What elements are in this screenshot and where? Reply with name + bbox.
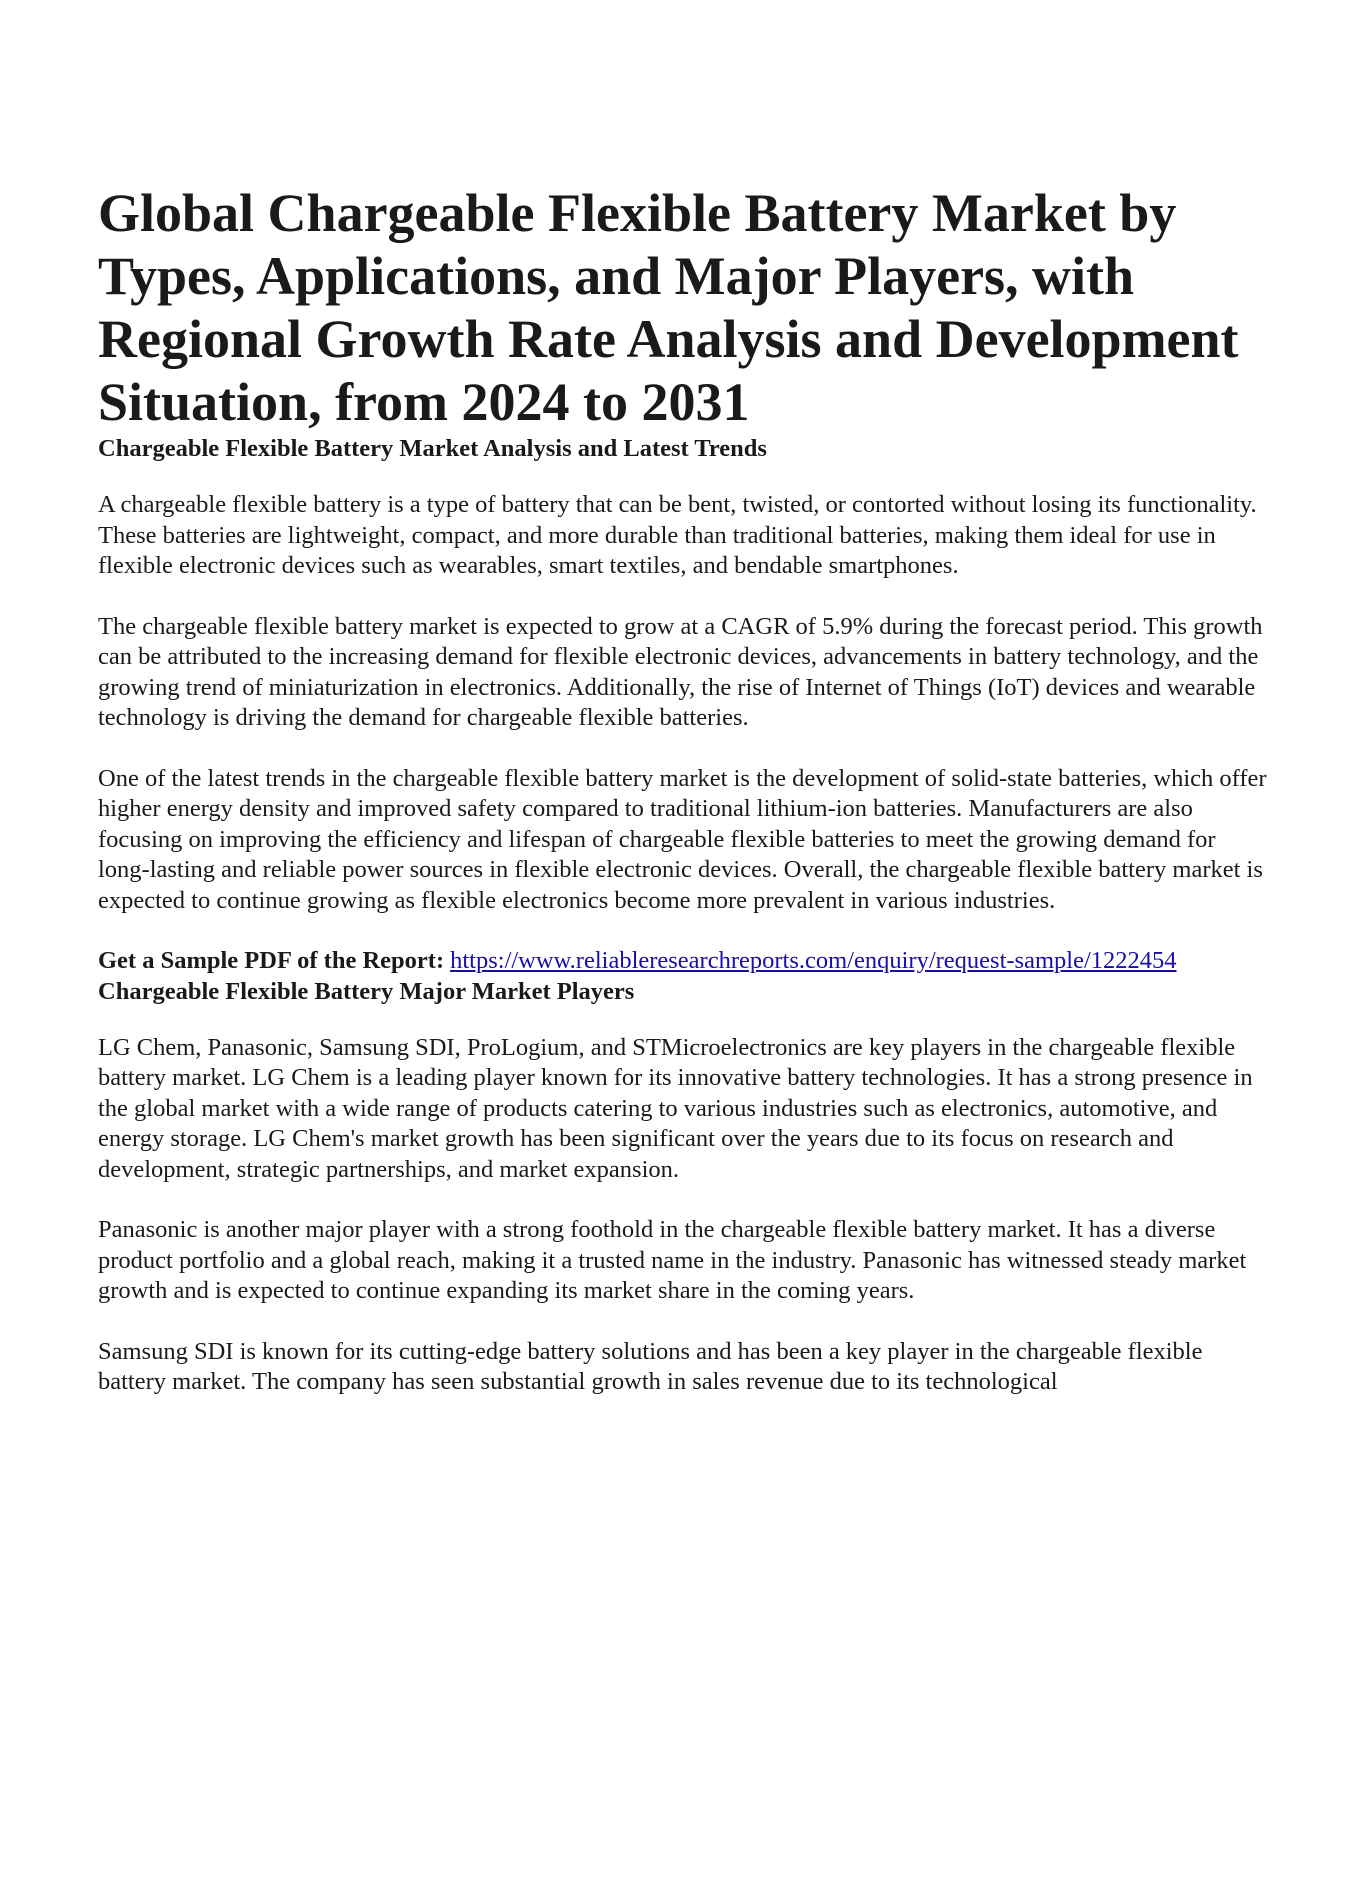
paragraph-lg-chem: LG Chem, Panasonic, Samsung SDI, ProLogium, and STMicroelectronics are key players in the chargeable flexible battery market. LG Chem is a leading player known for its innovative battery technologies. It has a strong presence in the global market with a wide range of products catering to various industries such as electronics, automotive, and energy storage. LG Chem's market growth has been significant over the years due to its focus on research and development, strategic partnerships, and market expansion.: [98, 1033, 1253, 1183]
paragraph-definition: A chargeable flexible battery is a type of battery that can be bent, twisted, or contorted without losing its functionality. These batteries are lightweight, compact, and more durable than traditional batteries, making them ideal for use in flexible electronic devices such as wearables, smart textiles, and bendable smartphones.: [98, 491, 1257, 579]
document-title: Global Chargeable Flexible Battery Market by Types, Applications, and Major Players, with Regional Growth Rate Analysis and Development Situation, from 2024 to 2031: [98, 183, 1239, 432]
paragraph-growth: The chargeable flexible battery market is expected to grow at a CAGR of 5.9% during the forecast period. This growth can be attributed to the increasing demand for flexible electronic devices, advancements in battery technology, and the growing trend of miniaturization in electronics. Additionally, the rise of Internet of Things (IoT) devices and wearable technology is driving the demand for chargeable flexible batteries.: [98, 612, 1263, 731]
paragraph-samsung-sdi: Samsung SDI is known for its cutting-edge battery solutions and has been a key player in the chargeable flexible battery market. The company has seen substantial growth in sales revenue due to its technological: [98, 1337, 1203, 1395]
paragraph-trends: One of the latest trends in the chargeable flexible battery market is the development of solid-state batteries, which offer higher energy density and improved safety compared to traditional lithium-ion batteries. Manufacturers are also focusing on improving the efficiency and lifespan of chargeable flexible batteries to meet the growing demand for long-lasting and reliable power sources in flexible electronic devices. Overall, the chargeable flexible battery market is expected to continue growing as flexible electronics become more prevalent in various industries.: [98, 764, 1267, 914]
section-heading-market-analysis: Chargeable Flexible Battery Market Analysis and Latest Trends: [98, 435, 767, 462]
document-page: [98, 182, 1268, 1398]
section-heading-market-players: Chargeable Flexible Battery Major Market Players: [98, 977, 635, 1005]
sample-report-link[interactable]: https://www.reliableresearchreports.com/enquiry/request-sample/1222454: [450, 947, 1177, 974]
paragraph-panasonic: Panasonic is another major player with a strong foothold in the chargeable flexible battery market. It has a diverse product portfolio and a global reach, making it a trusted name in the industry. Panasonic has witnessed steady market growth and is expected to continue expanding its market share in the coming years.: [98, 1216, 1247, 1304]
sample-report-label: Get a Sample PDF of the Report:: [98, 947, 445, 974]
sample-report-line: [98, 946, 1268, 977]
